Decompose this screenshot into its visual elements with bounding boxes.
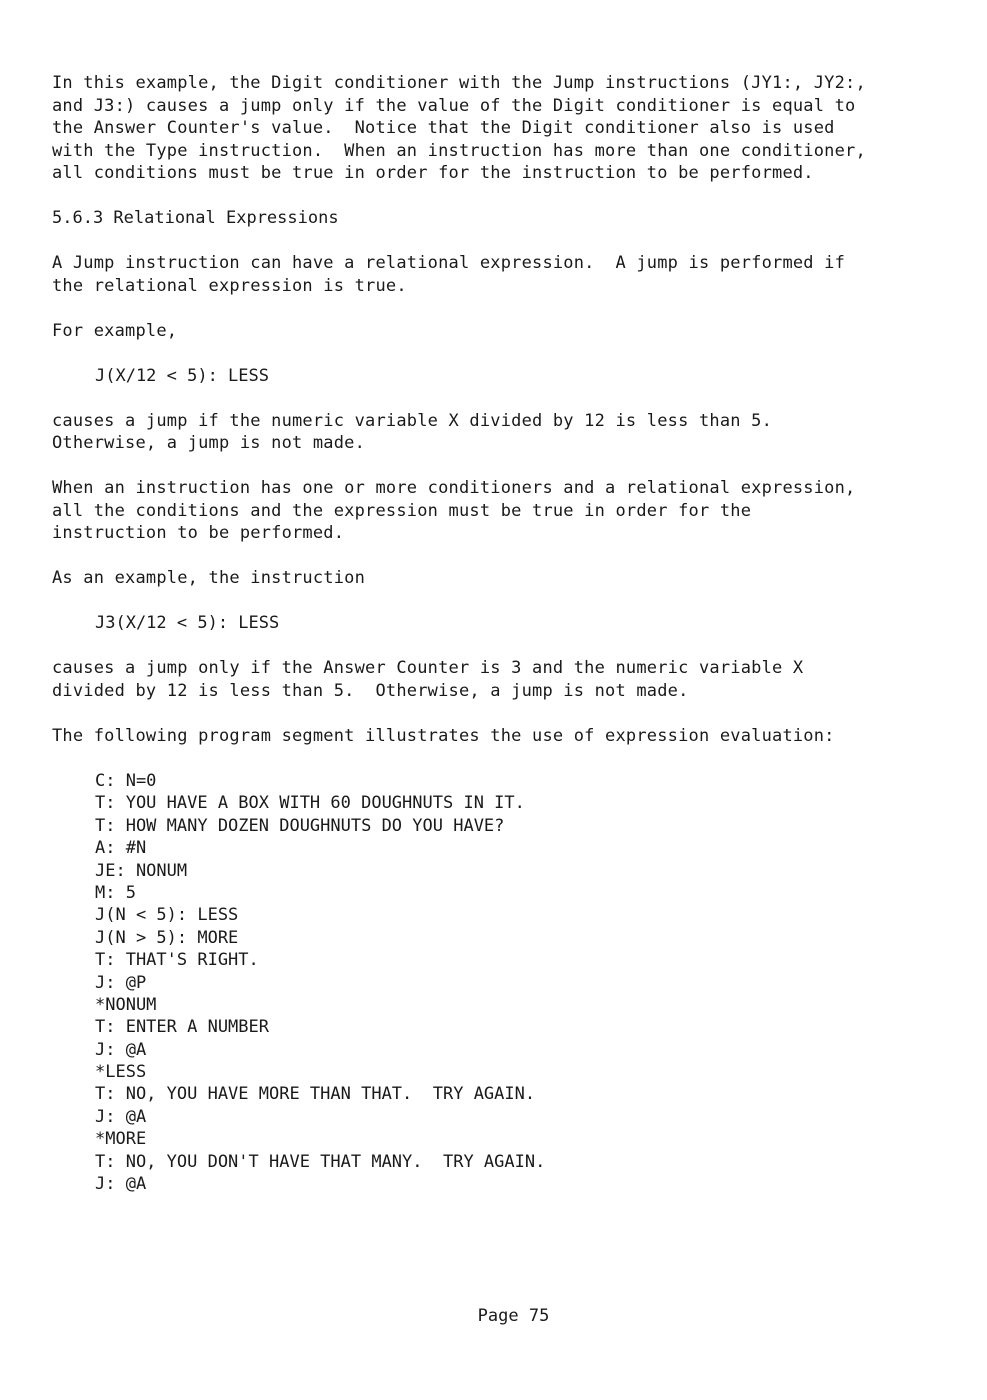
program-listing xyxy=(95,770,942,1195)
example-1-explanation: causes a jump if the numeric variable X divided by 12 is less than 5. Otherwise, a jump is not made. xyxy=(52,410,773,453)
program-line: *NONUM xyxy=(95,994,157,1015)
example-code-2: J3(X/12 < 5): LESS xyxy=(95,613,280,633)
conditioners-expression-paragraph: When an instruction has one or more conditioners and a relational expression, all the conditions and the expression must be true in order for the instruction to be performed. xyxy=(52,478,856,543)
for-example-line: For example, xyxy=(52,320,178,341)
as-an-example-line: As an example, the instruction xyxy=(52,568,366,588)
program-line: T: NO, YOU DON'T HAVE THAT MANY. TRY AGAIN. xyxy=(95,1151,546,1172)
program-line: T: ENTER A NUMBER xyxy=(95,1017,269,1038)
section-heading: 5.6.3 Relational Expressions xyxy=(52,208,339,228)
page-body xyxy=(52,72,942,1195)
jump-relational-paragraph: A Jump instruction can have a relational expression. A jump is performed if the relational expression is true. xyxy=(52,253,846,296)
spacer xyxy=(52,590,942,613)
program-line: T: NO, YOU HAVE MORE THAN THAT. TRY AGAIN. xyxy=(95,1084,536,1105)
program-line: M: 5 xyxy=(95,882,136,903)
program-line: A: #N xyxy=(95,838,147,859)
spacer xyxy=(52,455,942,478)
program-line: J(N > 5): MORE xyxy=(95,927,239,948)
program-line: T: YOU HAVE A BOX WITH 60 DOUGHNUTS IN IT. xyxy=(95,793,525,814)
program-line: J(N < 5): LESS xyxy=(95,905,239,926)
spacer xyxy=(52,747,942,770)
page-number: Page 75 xyxy=(477,1306,550,1326)
program-line: T: THAT'S RIGHT. xyxy=(95,950,259,971)
intro-paragraph: In this example, the Digit conditioner with the Jump instructions (JY1:, JY2:, and J3:) causes a jump only if the value of the Digit conditioner is equal to the Answer Counter's value. Notice that the Digit conditioner also is used with the Type instruction. When an instruction has more than one conditioner, all conditions must be true in order for the instruction to be performed. xyxy=(52,73,866,183)
program-line: T: HOW MANY DOZEN DOUGHNUTS DO YOU HAVE? xyxy=(95,815,505,836)
spacer xyxy=(52,702,942,725)
program-line: J: @P xyxy=(95,972,147,993)
spacer xyxy=(52,635,942,658)
program-line: *MORE xyxy=(95,1129,147,1150)
program-line: J: @A xyxy=(95,1106,147,1127)
example-2-explanation: causes a jump only if the Answer Counter is 3 and the numeric variable X divided by 12 is less than 5. Otherwise, a jump is not made. xyxy=(52,658,804,701)
spacer xyxy=(52,297,942,320)
program-line: C: N=0 xyxy=(95,771,157,791)
program-line: J: @A xyxy=(95,1174,147,1195)
spacer xyxy=(52,545,942,568)
program-line: J: @A xyxy=(95,1039,147,1060)
program-line: JE: NONUM xyxy=(95,860,188,881)
spacer xyxy=(52,387,942,410)
program-intro-line: The following program segment illustrates the use of expression evaluation: xyxy=(52,725,835,746)
example-code-1: J(X/12 < 5): LESS xyxy=(95,365,269,386)
program-line: *LESS xyxy=(95,1062,147,1083)
spacer xyxy=(52,185,942,208)
spacer xyxy=(52,342,942,365)
spacer xyxy=(52,230,942,253)
